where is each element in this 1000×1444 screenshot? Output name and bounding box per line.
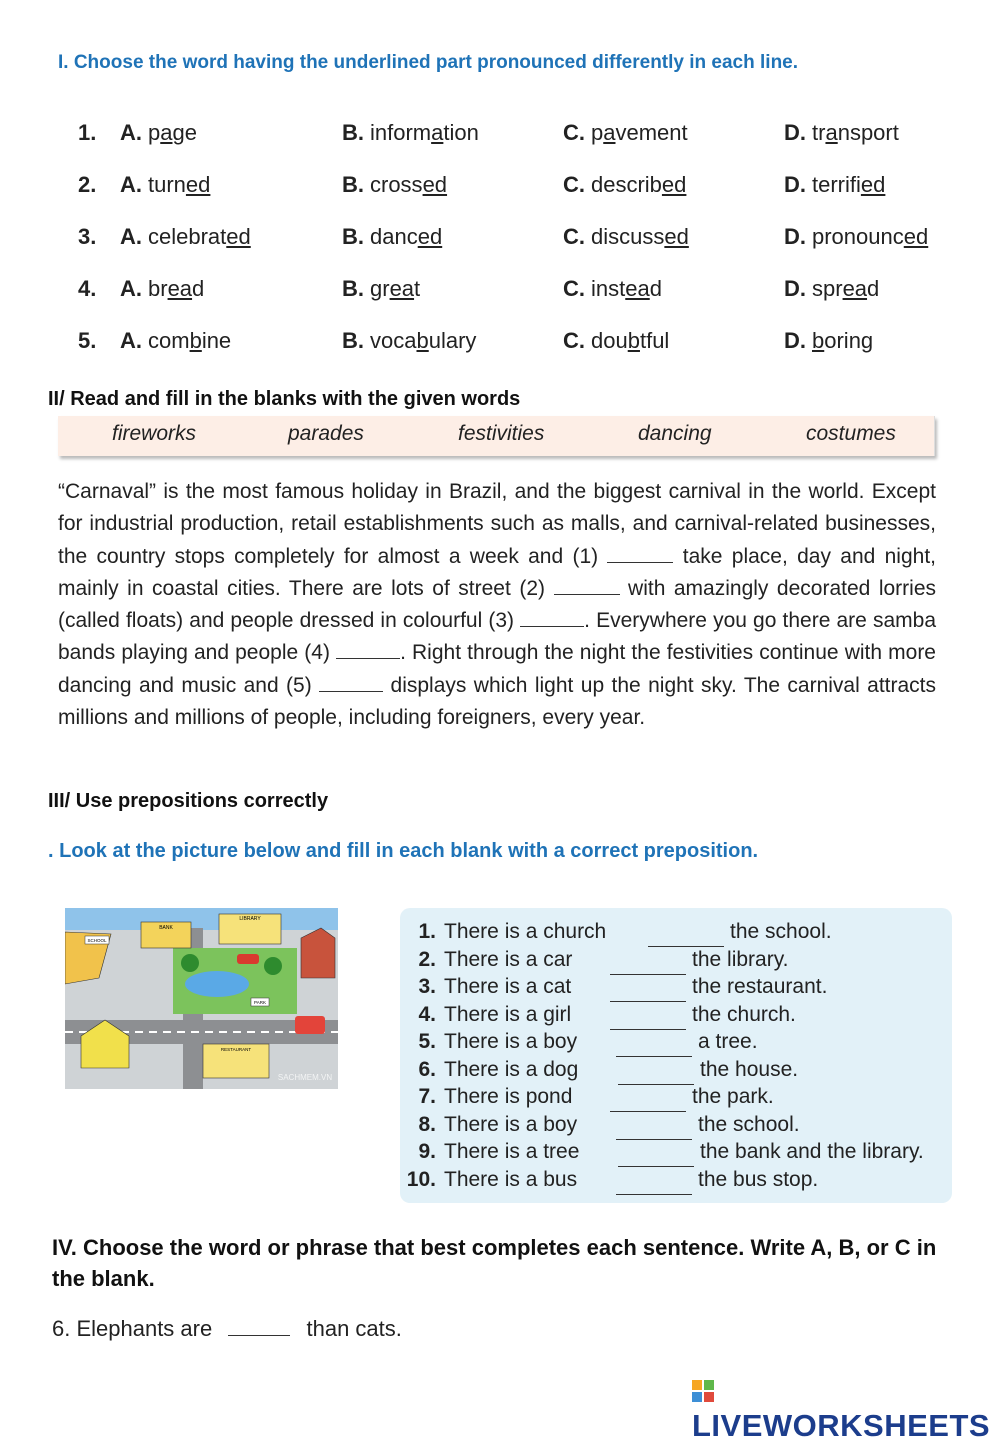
question-text-after: the bus stop.: [698, 1167, 819, 1191]
option-word-start: gr: [370, 276, 390, 301]
option-letter: C.: [563, 120, 585, 145]
option-underlined-part: ed: [903, 224, 929, 249]
option-word-start: describ: [591, 172, 662, 197]
town-map-picture: [65, 908, 338, 1089]
question-number: 7.: [418, 1085, 436, 1108]
picture-watermark: SACHMEM.VN: [277, 1073, 333, 1082]
paragraph-text: . Right through the night the festivities continue with more dancing and music and (5): [58, 641, 936, 697]
option-letter: C.: [563, 172, 585, 197]
map-label-school: SCHOOL: [87, 938, 107, 943]
preposition-blank[interactable]: [610, 956, 686, 975]
paragraph-text: displays which light up the night sky. The carnival attracts millions and millions of people, including foreigners, every year.: [58, 673, 937, 730]
option-word-start: terrifi: [812, 172, 861, 197]
option-word-start: inst: [591, 276, 626, 301]
option-word-start: discuss: [591, 224, 665, 249]
section-4-title: IV. Choose the word or phrase that best completes each sentence. Write A, B, or C in the blank.: [52, 1235, 937, 1291]
question-text-before: There is a tree: [444, 1140, 580, 1163]
option-letter: A.: [120, 276, 142, 301]
option-word-start: p: [148, 120, 161, 145]
logo-text: LIVEWORKSHEETS: [692, 1408, 991, 1443]
reading-paragraph: [58, 476, 936, 734]
preposition-blank[interactable]: [610, 1011, 686, 1030]
word-bank-item: costumes: [806, 422, 896, 445]
blank-1[interactable]: [607, 544, 673, 563]
option-letter: D.: [784, 224, 806, 249]
word-bank-item: fireworks: [112, 422, 197, 445]
question-text-after: the school.: [698, 1112, 800, 1136]
answer-option[interactable]: [342, 120, 479, 146]
paragraph-text: . Everywhere you go there are samba bands playing and people (4): [58, 609, 936, 665]
paragraph-text: take place, day and night, mainly in coastal cities. There are lots of street (2): [58, 544, 936, 600]
option-underlined-part: ed: [664, 224, 689, 249]
map-label-bank: BANK: [159, 925, 173, 931]
option-letter: B.: [342, 224, 364, 249]
question-6-text: 6. Elephants are: [52, 1316, 213, 1341]
option-word-end: t: [414, 276, 421, 301]
section-3-title: III/ Use prepositions correctly: [48, 790, 329, 812]
option-word-end: d: [649, 276, 662, 301]
word-bank-item: dancing: [638, 422, 712, 445]
preposition-blank[interactable]: [618, 1148, 694, 1167]
section-3-subtitle: . Look at the picture below and fill in each blank with a correct preposition.: [48, 840, 759, 862]
option-letter: A.: [120, 172, 142, 197]
question-number: 1.: [418, 920, 436, 943]
answer-option[interactable]: [342, 328, 476, 354]
answer-option[interactable]: [563, 172, 686, 198]
preposition-blank[interactable]: [616, 1121, 692, 1140]
question-number: 2.: [418, 947, 436, 971]
option-letter: B.: [342, 276, 364, 301]
option-letter: B.: [342, 172, 364, 197]
option-word-end: d: [192, 276, 205, 301]
answer-option[interactable]: [563, 276, 662, 302]
answer-option[interactable]: [120, 328, 231, 354]
option-word-end: ine: [201, 328, 232, 353]
option-underlined-part: ea: [842, 276, 868, 301]
question-number: 8.: [418, 1112, 436, 1136]
question-number: 3.: [78, 224, 97, 249]
option-word-end: tion: [443, 120, 479, 145]
question-number: 5.: [418, 1030, 436, 1053]
question-row: [78, 328, 958, 358]
option-letter: A.: [120, 120, 142, 145]
word-bank-item: parades: [288, 422, 364, 445]
option-letter: D.: [784, 276, 806, 301]
option-word-end: oring: [824, 328, 874, 353]
answer-option[interactable]: [784, 224, 928, 250]
option-word-start: tr: [812, 120, 826, 145]
question-text-after: the church.: [692, 1002, 796, 1026]
option-word-end: d: [867, 276, 880, 301]
question-text-after: the park.: [692, 1085, 774, 1108]
liveworksheets-logo: [692, 1372, 1000, 1444]
blank-2[interactable]: [554, 576, 620, 595]
question-row: [78, 224, 958, 254]
question-text-after: the library.: [692, 947, 789, 971]
option-underlined-part: b: [189, 328, 202, 353]
word-bank-item: festivities: [458, 422, 545, 445]
option-underlined-part: ed: [417, 224, 443, 249]
option-word-start: spr: [812, 276, 843, 301]
option-word-end: ge: [172, 120, 197, 145]
question-6: [52, 1316, 402, 1342]
question-row: [78, 276, 958, 306]
blank-5[interactable]: [319, 673, 383, 692]
question-text-before: There is pond: [444, 1085, 573, 1108]
answer-option[interactable]: [784, 172, 885, 198]
question-number: 3.: [418, 975, 436, 998]
question-number: 5.: [78, 328, 97, 353]
question-text-after: a tree.: [698, 1030, 758, 1053]
option-letter: B.: [342, 120, 364, 145]
logo-mark-icon: [692, 1380, 714, 1402]
answer-option[interactable]: [563, 120, 688, 146]
option-underlined-part: ed: [226, 224, 251, 249]
answer-option[interactable]: [120, 172, 210, 198]
option-word-start: cross: [370, 172, 423, 197]
blank-4[interactable]: [336, 640, 400, 659]
option-word-start: p: [591, 120, 604, 145]
question-row: [78, 172, 958, 202]
question-text-before: There is a car: [444, 947, 573, 971]
question-text-before: There is a boy: [444, 1112, 578, 1136]
option-letter: C.: [563, 224, 585, 249]
option-word-start: com: [148, 328, 190, 353]
answer-option[interactable]: [120, 276, 204, 302]
word-bank: [58, 416, 935, 456]
option-word-start: br: [148, 276, 168, 301]
question-number: 4.: [418, 1002, 436, 1026]
question-text-before: There is a bus: [444, 1167, 578, 1191]
answer-option[interactable]: [563, 224, 689, 250]
answer-option[interactable]: [120, 120, 197, 146]
paragraph-text: “Carnaval” is the most famous holiday in Brazil, and the biggest carnival in the world. Except for industrial production, retail establishments such as malls, and carnival-related businesses, the country stops completely for almost a week and (1): [58, 480, 936, 568]
question-text-after: the restaurant.: [692, 975, 828, 998]
option-word-end: tful: [639, 328, 670, 353]
question-text-before: There is a boy: [444, 1030, 578, 1053]
question-text-after: the house.: [700, 1057, 799, 1081]
question-text-before: There is a cat: [444, 975, 572, 998]
option-underlined-part: ea: [167, 276, 193, 301]
preposition-blank[interactable]: [610, 983, 686, 1002]
section-2-title: II/ Read and fill in the blanks with the given words: [48, 388, 521, 410]
map-label-park: PARK: [254, 1000, 266, 1005]
question-number: 10.: [406, 1167, 436, 1191]
paragraph-text: with amazingly decorated lorries (called floats) and people dressed in colourful (3): [58, 576, 937, 633]
option-underlined-part: b: [627, 328, 640, 353]
answer-option[interactable]: [342, 172, 447, 198]
preposition-questions-box: [400, 908, 952, 1203]
answer-option[interactable]: [784, 276, 879, 302]
answer-option[interactable]: [784, 328, 873, 354]
question-text-after: the school.: [730, 920, 832, 943]
option-underlined-part: a: [603, 120, 616, 145]
answer-option[interactable]: [342, 276, 420, 302]
option-word-start: turn: [148, 172, 186, 197]
preposition-blank[interactable]: [648, 928, 724, 947]
question-number: 9.: [418, 1140, 436, 1163]
preposition-blank[interactable]: [616, 1176, 692, 1195]
option-letter: C.: [563, 276, 585, 301]
section-1-title: I. Choose the word having the underlined part pronounced differently in each line.: [58, 52, 799, 73]
question-number: 6.: [418, 1057, 436, 1081]
option-word-start: inform: [370, 120, 432, 145]
option-underlined-part: ed: [185, 172, 211, 197]
preposition-blank[interactable]: [618, 1066, 694, 1085]
option-underlined-part: ed: [422, 172, 448, 197]
option-word-start: dou: [591, 328, 628, 353]
question-text-before: There is a girl: [444, 1002, 572, 1026]
option-letter: C.: [563, 328, 585, 353]
question-text-before: There is a church: [444, 920, 607, 943]
answer-option[interactable]: [784, 120, 899, 146]
map-label-library: LIBRARY: [239, 916, 261, 922]
question-text-after: the bank and the library.: [700, 1140, 924, 1163]
map-label-restaurant: RESTAURANT: [220, 1047, 252, 1052]
option-letter: A.: [120, 328, 142, 353]
question-6-blank[interactable]: [228, 1317, 290, 1336]
answer-option[interactable]: [120, 224, 251, 250]
option-underlined-part: a: [825, 120, 838, 145]
option-underlined-part: a: [160, 120, 173, 145]
option-word-end: nsport: [837, 120, 899, 145]
option-word-start: danc: [370, 224, 418, 249]
answer-option[interactable]: [342, 224, 442, 250]
question-number: 1.: [78, 120, 97, 145]
option-letter: A.: [120, 224, 142, 249]
question-6-text-after: than cats.: [306, 1316, 402, 1341]
option-letter: D.: [784, 172, 806, 197]
option-letter: B.: [342, 328, 364, 353]
option-word-end: ulary: [428, 328, 477, 353]
preposition-blank[interactable]: [610, 1093, 686, 1112]
question-number: 4.: [78, 276, 97, 301]
option-underlined-part: a: [431, 120, 444, 145]
option-underlined-part: ed: [661, 172, 687, 197]
option-word-end: vement: [615, 120, 688, 145]
blank-3[interactable]: [520, 608, 584, 627]
preposition-blank[interactable]: [616, 1038, 692, 1057]
option-letter: D.: [784, 328, 806, 353]
option-underlined-part: b: [812, 328, 825, 353]
question-row: [78, 120, 958, 150]
answer-option[interactable]: [563, 328, 669, 354]
option-letter: D.: [784, 120, 806, 145]
option-word-start: pronounc: [812, 224, 904, 249]
question-text-before: There is a dog: [444, 1057, 579, 1081]
option-underlined-part: ed: [860, 172, 886, 197]
option-word-start: voca: [370, 328, 417, 353]
option-underlined-part: ea: [625, 276, 650, 301]
option-underlined-part: ea: [389, 276, 415, 301]
option-word-start: celebrat: [148, 224, 227, 249]
question-number: 2.: [78, 172, 97, 197]
option-underlined-part: b: [416, 328, 429, 353]
